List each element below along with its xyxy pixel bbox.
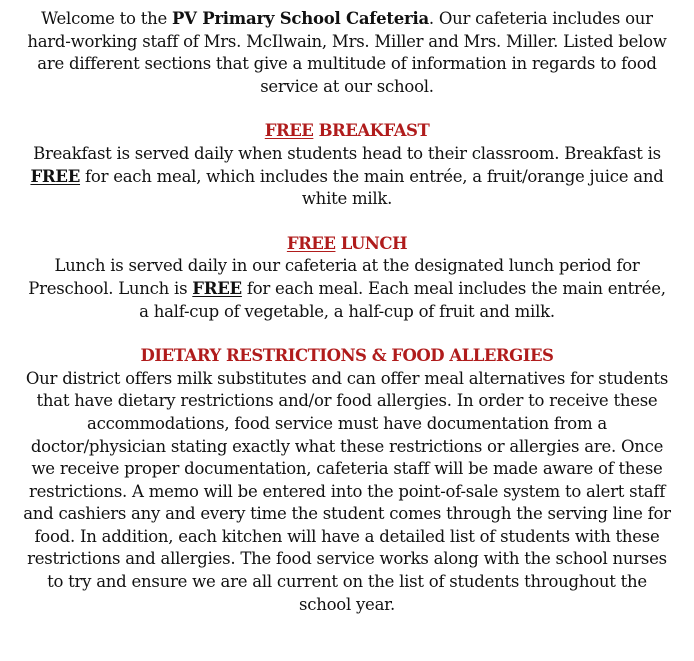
lunch-heading-free: FREE (286, 233, 336, 253)
lunch-body (22, 255, 672, 323)
intro-paragraph (22, 8, 672, 98)
dietary-heading: DIETARY RESTRICTIONS & FOOD ALLERGIES (140, 346, 554, 366)
lunch-section (22, 233, 672, 323)
breakfast-body (22, 143, 672, 211)
breakfast-body-free: FREE (30, 166, 81, 186)
dietary-body: Our district offers milk substitutes and can offer meal alternatives for students that have dietary restrictions and/or food allergies. In order to receive these accommodations, food service must have documentation from a doctor/physician stating exactly what these restrictions or allergies are. Once we receive proper documentation, cafeteria staff will be made aware of these restrictions. A memo will be entered into the point-of-sale system to alert staff and cashiers any and every time the student comes through the serving line for food. In addition, each kitchen will have a detailed list of students with these restrictions and allergies. The food service works along with the school nurses to try and ensure we are all current on the list of students throughout the school year. (23, 368, 671, 614)
breakfast-heading-free: FREE (264, 121, 314, 141)
lunch-heading-label: LUNCH (335, 233, 408, 253)
breakfast-heading (22, 120, 672, 143)
lunch-body-start: Lunch is served daily in our cafeteria at the designated lunch period for Preschool. Lunch is (28, 256, 640, 298)
intro-text-start: Welcome to the (41, 9, 172, 28)
intro-text-end: . Our cafeteria includes our hard-working staff of Mrs. McIlwain, Mrs. Miller and Mrs. Miller. Listed below are different sections that give a multitude of information in regards to food service at our school. (27, 9, 667, 96)
breakfast-body-end: for each meal, which includes the main entrée, a fruit/orange juice and white milk. (80, 166, 664, 209)
breakfast-heading-label: BREAKFAST (313, 121, 430, 141)
school-name: PV Primary School Cafeteria (171, 9, 429, 28)
lunch-body-free: FREE (192, 278, 242, 298)
lunch-heading (22, 233, 672, 256)
breakfast-body-start: Breakfast is served daily when students head to their classroom. Breakfast is (33, 143, 661, 163)
breakfast-section (22, 120, 672, 210)
dietary-section (22, 345, 672, 616)
lunch-body-end: for each meal. Each meal includes the main entrée, a half-cup of vegetable, a half-cup of fruit and milk. (139, 278, 666, 321)
